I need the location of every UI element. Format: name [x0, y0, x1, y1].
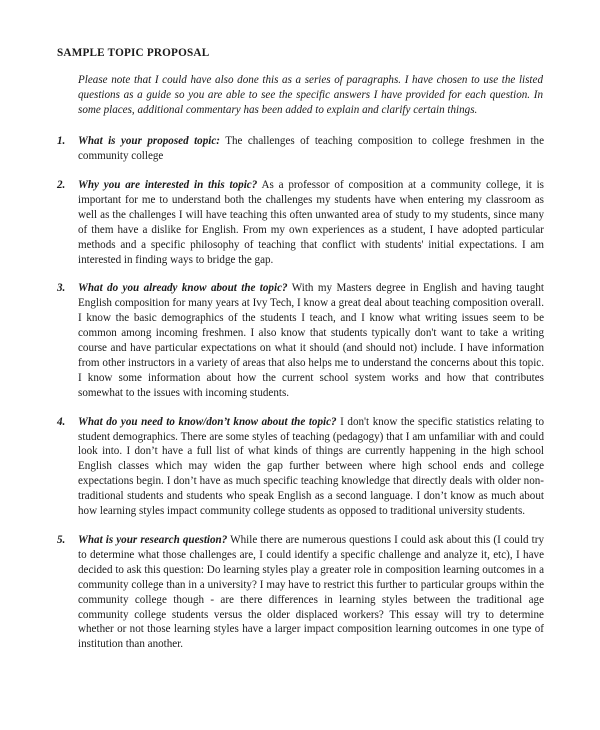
item-heading: What do you need to know/don’t know about the topic?: [78, 415, 337, 428]
item-body: The challenges of teaching composition to college freshmen in the community college: [78, 135, 544, 163]
item-number: 5.: [57, 534, 66, 546]
item-number: 4.: [57, 415, 66, 428]
item-body: With my Masters degree in English and having taught English composition for many years at Ivy Tech, I know a great deal about teaching composition overall. I know the basic demographics of the students I teach, and I know what writing issues seem to be common among incoming freshmen. I also know that students typically don't want to take a writing course and have particular expectations on what it should (and should not) include. I have information from other instructors in a variety of areas that also helps me to understand the concerns about this topic. I know some information about how the current school system works and how that contributes somewhat to the issues with incoming students.: [78, 282, 544, 399]
item-body: As a professor of composition at a community college, it is important for me to understand both the challenges my students have when entering my classroom as well as the challenges I will have teaching this often unwanted area of study to my students, since many of them have a dislike for English. From my own experiences as a student, I have adopted particular methods and a specific philosophy of teaching that conflict with students' initial expectations. I am interested in finding ways to bridge the gap.: [78, 178, 544, 266]
item-number: 1.: [57, 135, 66, 148]
intro-note: Please note that I could have also done this as a series of paragraphs. I have chosen to use the listed questions as a guide so you are able to see the specific answers I have provided for each question. In some places, additional commentary has been added to explain and clarify certain things.: [78, 74, 543, 117]
list-item: [57, 134, 545, 164]
item-number: 3.: [57, 282, 66, 295]
list-item: [57, 281, 545, 400]
list-item: [57, 533, 545, 652]
list-item: [57, 415, 545, 519]
item-body: While there are numerous questions I could ask about this (I could try to determine what those challenges are, I could identify a specific challenge and analyze it, etc), I have decided to ask this question: Do learning styles play a greater role in composition learning outcomes in a community college than in a university? I may have to restrict this further to particular groups within the community college though - are there differences in learning styles between the traditional age community college students versus the older displaced workers? This essay will try to determine whether or not those learning styles have a larger impact composition learning outcomes in one type of institution than another.: [78, 534, 544, 651]
item-number: 2.: [57, 178, 66, 191]
item-heading: Why you are interested in this topic?: [78, 178, 258, 191]
item-heading: What is your research question?: [78, 534, 228, 546]
item-heading: What do you already know about the topic?: [78, 282, 288, 295]
item-heading: What is your proposed topic:: [78, 135, 220, 148]
proposal-question-list: [57, 134, 545, 652]
item-body: I don't know the specific statistics relating to student demographics. There are some styles of teaching (pedagogy) that I am unfamiliar with and could look into. I don’t have a full list of what kinds of things are currently happening in the high school English classes which may widen the gap further between where high school ends and college expectations begin. I don’t have as much specific teaching knowledge that directly deals with older non-traditional students and students who speak English as a second language. I don’t know as much about how learning styles impact community college students as opposed to traditional university students.: [78, 415, 544, 518]
list-item: [57, 178, 545, 267]
page-title: SAMPLE TOPIC PROPOSAL: [57, 47, 210, 59]
